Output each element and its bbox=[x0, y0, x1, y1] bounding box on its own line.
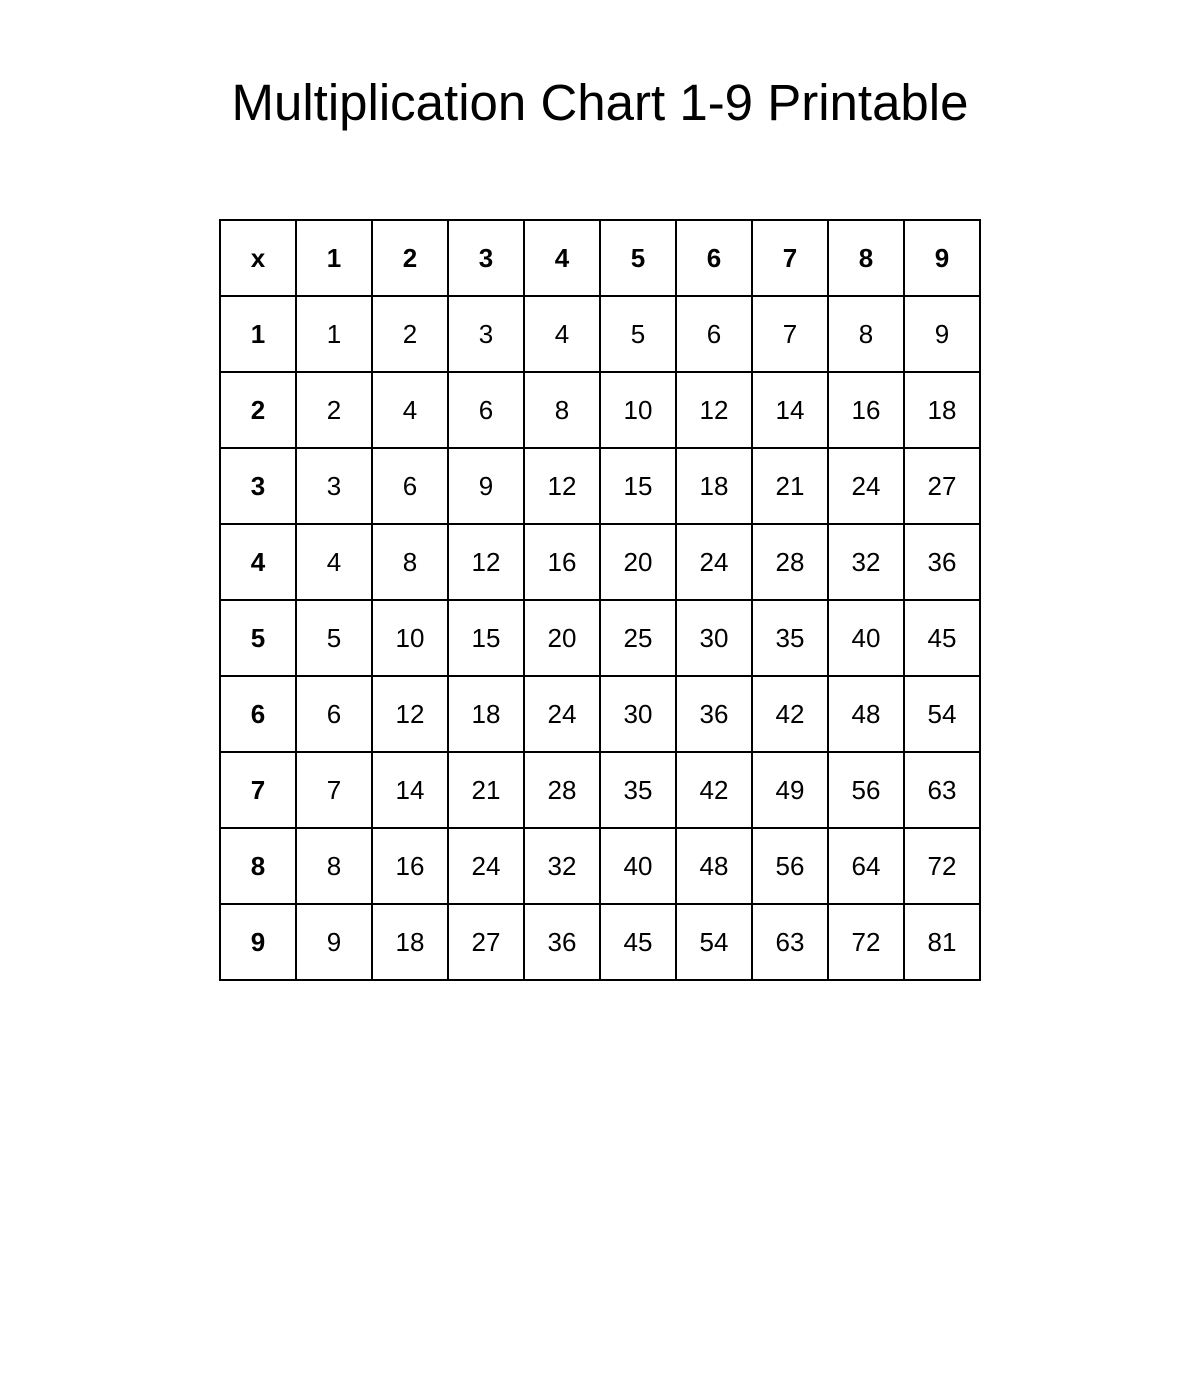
product-cell: 24 bbox=[676, 524, 752, 600]
row-header: 7 bbox=[220, 752, 296, 828]
product-cell: 35 bbox=[752, 600, 828, 676]
product-cell: 27 bbox=[904, 448, 980, 524]
product-cell: 63 bbox=[904, 752, 980, 828]
product-cell: 18 bbox=[676, 448, 752, 524]
product-cell: 15 bbox=[448, 600, 524, 676]
product-cell: 10 bbox=[372, 600, 448, 676]
product-cell: 9 bbox=[296, 904, 372, 980]
column-header: 5 bbox=[600, 220, 676, 296]
header-row bbox=[220, 220, 980, 296]
product-cell: 12 bbox=[448, 524, 524, 600]
product-cell: 3 bbox=[448, 296, 524, 372]
row-header: 9 bbox=[220, 904, 296, 980]
row-header: 3 bbox=[220, 448, 296, 524]
product-cell: 32 bbox=[524, 828, 600, 904]
product-cell: 9 bbox=[448, 448, 524, 524]
product-cell: 27 bbox=[448, 904, 524, 980]
product-cell: 12 bbox=[524, 448, 600, 524]
product-cell: 81 bbox=[904, 904, 980, 980]
product-cell: 6 bbox=[676, 296, 752, 372]
product-cell: 42 bbox=[676, 752, 752, 828]
table-row bbox=[220, 372, 980, 448]
product-cell: 18 bbox=[448, 676, 524, 752]
product-cell: 24 bbox=[828, 448, 904, 524]
product-cell: 5 bbox=[296, 600, 372, 676]
column-header: 3 bbox=[448, 220, 524, 296]
product-cell: 21 bbox=[752, 448, 828, 524]
product-cell: 30 bbox=[600, 676, 676, 752]
product-cell: 54 bbox=[676, 904, 752, 980]
column-header: 9 bbox=[904, 220, 980, 296]
product-cell: 40 bbox=[600, 828, 676, 904]
row-header: 6 bbox=[220, 676, 296, 752]
product-cell: 4 bbox=[372, 372, 448, 448]
table-row bbox=[220, 676, 980, 752]
product-cell: 36 bbox=[524, 904, 600, 980]
product-cell: 64 bbox=[828, 828, 904, 904]
product-cell: 72 bbox=[828, 904, 904, 980]
product-cell: 2 bbox=[296, 372, 372, 448]
column-header: 2 bbox=[372, 220, 448, 296]
row-header: 1 bbox=[220, 296, 296, 372]
product-cell: 24 bbox=[524, 676, 600, 752]
column-header: 7 bbox=[752, 220, 828, 296]
product-cell: 28 bbox=[752, 524, 828, 600]
table-row bbox=[220, 296, 980, 372]
product-cell: 2 bbox=[372, 296, 448, 372]
table-row bbox=[220, 600, 980, 676]
product-cell: 8 bbox=[524, 372, 600, 448]
product-cell: 25 bbox=[600, 600, 676, 676]
row-header: 2 bbox=[220, 372, 296, 448]
product-cell: 42 bbox=[752, 676, 828, 752]
product-cell: 63 bbox=[752, 904, 828, 980]
product-cell: 8 bbox=[296, 828, 372, 904]
column-header: 6 bbox=[676, 220, 752, 296]
product-cell: 45 bbox=[904, 600, 980, 676]
product-cell: 16 bbox=[524, 524, 600, 600]
product-cell: 45 bbox=[600, 904, 676, 980]
multiplication-table bbox=[219, 219, 981, 981]
product-cell: 16 bbox=[372, 828, 448, 904]
corner-cell: x bbox=[220, 220, 296, 296]
product-cell: 8 bbox=[828, 296, 904, 372]
product-cell: 48 bbox=[676, 828, 752, 904]
product-cell: 54 bbox=[904, 676, 980, 752]
row-header: 8 bbox=[220, 828, 296, 904]
product-cell: 4 bbox=[524, 296, 600, 372]
product-cell: 49 bbox=[752, 752, 828, 828]
product-cell: 32 bbox=[828, 524, 904, 600]
column-header: 1 bbox=[296, 220, 372, 296]
product-cell: 30 bbox=[676, 600, 752, 676]
product-cell: 24 bbox=[448, 828, 524, 904]
product-cell: 21 bbox=[448, 752, 524, 828]
product-cell: 3 bbox=[296, 448, 372, 524]
product-cell: 6 bbox=[296, 676, 372, 752]
product-cell: 20 bbox=[600, 524, 676, 600]
product-cell: 18 bbox=[372, 904, 448, 980]
product-cell: 72 bbox=[904, 828, 980, 904]
table-row bbox=[220, 448, 980, 524]
page-title: Multiplication Chart 1-9 Printable bbox=[231, 74, 969, 131]
product-cell: 28 bbox=[524, 752, 600, 828]
product-cell: 7 bbox=[752, 296, 828, 372]
column-header: 4 bbox=[524, 220, 600, 296]
product-cell: 14 bbox=[752, 372, 828, 448]
product-cell: 6 bbox=[372, 448, 448, 524]
product-cell: 5 bbox=[600, 296, 676, 372]
product-cell: 9 bbox=[904, 296, 980, 372]
product-cell: 1 bbox=[296, 296, 372, 372]
product-cell: 16 bbox=[828, 372, 904, 448]
product-cell: 56 bbox=[828, 752, 904, 828]
product-cell: 20 bbox=[524, 600, 600, 676]
table-row bbox=[220, 828, 980, 904]
product-cell: 36 bbox=[676, 676, 752, 752]
product-cell: 18 bbox=[904, 372, 980, 448]
product-cell: 8 bbox=[372, 524, 448, 600]
table-row bbox=[220, 752, 980, 828]
product-cell: 10 bbox=[600, 372, 676, 448]
product-cell: 48 bbox=[828, 676, 904, 752]
column-header: 8 bbox=[828, 220, 904, 296]
product-cell: 56 bbox=[752, 828, 828, 904]
product-cell: 15 bbox=[600, 448, 676, 524]
row-header: 5 bbox=[220, 600, 296, 676]
table-row bbox=[220, 904, 980, 980]
table-row bbox=[220, 524, 980, 600]
product-cell: 14 bbox=[372, 752, 448, 828]
multiplication-table-body bbox=[220, 220, 980, 980]
product-cell: 6 bbox=[448, 372, 524, 448]
product-cell: 36 bbox=[904, 524, 980, 600]
product-cell: 4 bbox=[296, 524, 372, 600]
row-header: 4 bbox=[220, 524, 296, 600]
product-cell: 12 bbox=[676, 372, 752, 448]
product-cell: 7 bbox=[296, 752, 372, 828]
product-cell: 35 bbox=[600, 752, 676, 828]
product-cell: 40 bbox=[828, 600, 904, 676]
product-cell: 12 bbox=[372, 676, 448, 752]
